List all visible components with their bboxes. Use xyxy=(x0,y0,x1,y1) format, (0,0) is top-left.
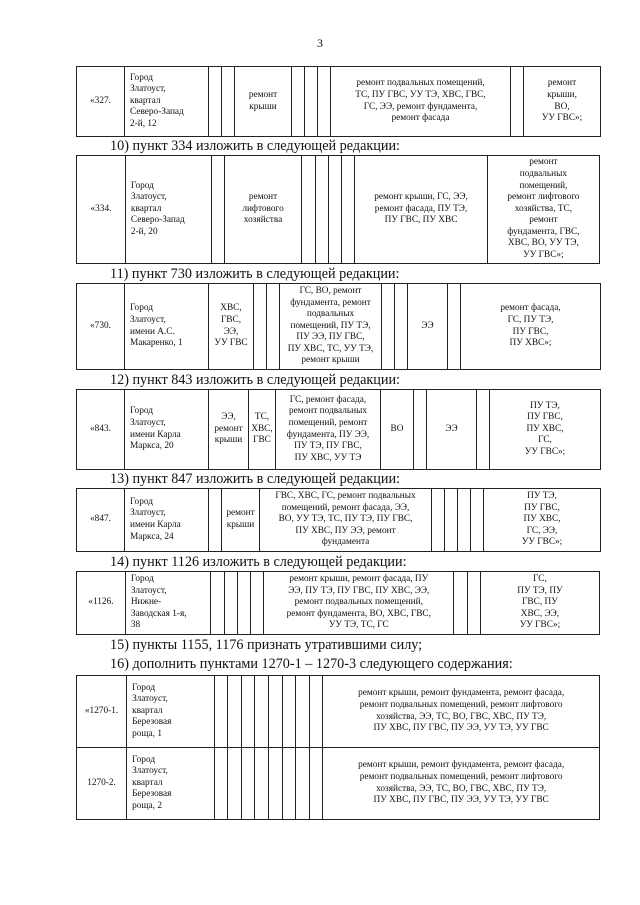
cell-line: ВО, xyxy=(554,101,570,112)
cell-line: ПУ ХВС, УУ ТЭ xyxy=(294,452,362,463)
address-cell xyxy=(125,489,209,552)
work-cell xyxy=(487,156,599,264)
cell-line: ремонт крыши, ремонт фасада, ПУ xyxy=(289,574,429,585)
cell-line: квартал xyxy=(130,95,161,106)
empty-cell xyxy=(209,489,222,552)
empty-cell xyxy=(255,676,269,748)
cell-line: ГВС, ПУ xyxy=(522,597,558,608)
cell-line: ремонт подвальных помещений, xyxy=(294,597,423,608)
cell-line: ремонт крыши xyxy=(301,355,360,366)
empty-cell xyxy=(250,572,263,635)
empty-cell xyxy=(414,390,427,470)
table-row-847 xyxy=(76,488,601,552)
item-number: «1270-1. xyxy=(77,676,127,748)
cell-line: ремонт фасада, xyxy=(500,303,561,314)
empty-cell xyxy=(211,156,224,264)
cell-line: ремонт фасада, ПУ ТЭ, xyxy=(374,203,468,214)
work-cell xyxy=(323,676,600,748)
cell-line: ремонт xyxy=(248,192,278,203)
cell-line: подвальных xyxy=(306,309,355,320)
empty-cell xyxy=(237,572,250,635)
cell-line: ремонт подвальных помещений, ремонт лифтового xyxy=(359,771,563,782)
empty-cell xyxy=(209,67,222,137)
cell-line: Березовая xyxy=(132,789,172,800)
cell-line: ремонт фундамента, ВО, ХВС, ГВС, xyxy=(286,608,431,619)
cell-line: ХВС, ЭЭ, xyxy=(520,608,560,619)
address-cell xyxy=(125,390,209,470)
empty-cell xyxy=(269,676,283,748)
work-cell xyxy=(490,390,601,470)
cell-line: Златоуст, xyxy=(130,417,166,428)
cell-line: Город xyxy=(130,574,154,585)
cell-line: Златоуст, xyxy=(130,192,167,203)
cell-line: Город xyxy=(132,754,156,765)
empty-cell xyxy=(477,390,490,470)
item-number: «334. xyxy=(77,156,126,264)
cell-line: Златоуст, xyxy=(132,766,168,777)
empty-cell xyxy=(296,748,310,820)
cell-line: 2-й, 12 xyxy=(130,118,157,129)
cell-line: ВО xyxy=(390,423,404,434)
cell-line: ПУ ТЭ, ПУ xyxy=(517,585,563,596)
cell-line: УУ ТЭ, ТС, ГС xyxy=(328,620,389,631)
work-cell xyxy=(480,572,599,635)
work-cell xyxy=(427,390,477,470)
cell-line: ПУ ТЭ, xyxy=(530,400,560,411)
cell-line: хозяйства, ЭЭ, ТС, ВО, ГВС, ХВС, ПУ ТЭ, xyxy=(376,783,547,794)
cell-line: ГС, xyxy=(538,435,552,446)
cell-line: ЭЭ, ПУ ТЭ, ПУ ГВС, ПУ ХВС, ЭЭ, xyxy=(288,585,430,596)
item-number: «327. xyxy=(77,67,125,137)
work-cell xyxy=(224,156,301,264)
cell-line: фундамента, ГВС, xyxy=(507,226,580,237)
cell-line: ремонт крыши, ГС, ЭЭ, xyxy=(374,192,468,203)
empty-cell xyxy=(458,489,471,552)
empty-cell xyxy=(328,156,341,264)
cell-line: ХВС, ВО, УУ ТЭ, xyxy=(507,238,579,249)
cell-line: имени Карла xyxy=(130,520,181,530)
cell-line: ПУ ХВС, ТС, УУ ТЭ, xyxy=(287,343,374,354)
address-cell xyxy=(125,156,211,264)
cell-line: ГС, xyxy=(533,574,547,585)
item-number: 1270-2. xyxy=(77,748,127,820)
cell-line: ГС, ЭЭ, xyxy=(526,525,558,536)
address-cell xyxy=(125,284,209,370)
cell-line: ПУ ГВС, ПУ ХВС xyxy=(384,215,458,226)
cell-line: ПУ ТЭ, xyxy=(527,491,557,502)
cell-line: ремонт крыши, ремонт фундамента, ремонт фасада, xyxy=(358,760,565,771)
work-cell xyxy=(222,489,260,552)
work-cell xyxy=(381,390,414,470)
cell-line: имени А.С. xyxy=(130,326,175,337)
cell-line: ПУ ХВС, ПУ ГВС, ПУ ЭЭ, УУ ТЭ, УУ ГВС xyxy=(373,723,549,734)
cell-line: лифтового xyxy=(242,203,284,214)
cell-line: ПУ ХВС, xyxy=(523,514,561,525)
cell-line: ремонт xyxy=(529,157,558,168)
empty-cell xyxy=(228,676,242,748)
cell-line: хозяйства, ЭЭ, ТС, ВО, ГВС, ХВС, ПУ ТЭ, xyxy=(376,711,547,722)
cell-line: ГС, ПУ ТЭ, xyxy=(507,314,554,325)
cell-line: УУ ГВС»; xyxy=(521,537,563,548)
table-row-730 xyxy=(76,283,601,370)
cell-line: ремонт крыши, ремонт фундамента, ремонт фасада, xyxy=(358,688,565,699)
cell-line: Город xyxy=(130,303,153,314)
empty-cell xyxy=(254,284,267,370)
address-cell xyxy=(125,67,209,137)
cell-line: ПУ ХВС, ПУ ГВС, ПУ ЭЭ, УУ ТЭ, УУ ГВС xyxy=(373,795,549,806)
cell-line: фундамента xyxy=(321,537,370,548)
empty-cell xyxy=(448,284,461,370)
address-cell xyxy=(127,676,215,748)
cell-line: Заводская 1-я, xyxy=(130,608,187,619)
cell-line: роща, 1 xyxy=(132,728,162,739)
cell-line: Город xyxy=(130,180,154,191)
cell-line: ГС, ВО, ремонт xyxy=(299,285,362,296)
empty-cell xyxy=(282,676,296,748)
cell-line: Город xyxy=(132,682,156,693)
work-cell xyxy=(484,489,601,552)
work-cell xyxy=(408,284,448,370)
empty-cell xyxy=(445,489,458,552)
cell-line: Златоуст, xyxy=(130,84,166,95)
cell-line: Город xyxy=(130,72,153,83)
empty-cell xyxy=(302,156,315,264)
empty-cell xyxy=(282,748,296,820)
cell-line: УУ ГВС»; xyxy=(519,620,561,631)
cell-line: фундамента, ПУ ЭЭ, xyxy=(286,429,370,440)
work-cell xyxy=(323,748,600,820)
cell-line: ПУ ГВС, xyxy=(512,326,549,337)
empty-cell xyxy=(228,748,242,820)
cell-line: ремонт xyxy=(226,508,255,519)
empty-cell xyxy=(467,572,480,635)
cell-line: ремонт xyxy=(547,78,577,89)
work-cell xyxy=(264,572,454,635)
work-cell xyxy=(276,390,381,470)
cell-line: Маркса, 20 xyxy=(130,441,174,452)
cell-line: ТС, xyxy=(254,412,270,423)
cell-line: Макаренко, 1 xyxy=(130,338,183,349)
cell-line: фундамента, ремонт xyxy=(290,297,371,308)
item-number: «847. xyxy=(77,489,125,552)
cell-line: Березовая xyxy=(132,717,172,728)
cell-line: помещений, xyxy=(519,180,568,191)
work-cell xyxy=(249,390,276,470)
cell-line: ЭЭ, xyxy=(223,326,239,337)
cell-line: ремонт лифтового xyxy=(507,192,580,203)
cell-line: крыши, xyxy=(547,89,577,100)
empty-cell xyxy=(318,67,331,137)
cell-line: крыши xyxy=(226,520,255,530)
empty-cell xyxy=(382,284,395,370)
cell-line: ремонт подвальных помещений, ремонт лифтового xyxy=(359,699,563,710)
cell-line: имени Карла xyxy=(130,429,181,440)
empty-cell xyxy=(305,67,318,137)
cell-line: ВО, УУ ТЭ, ТС, ПУ ТЭ, ПУ ГВС, xyxy=(278,514,413,525)
work-cell xyxy=(260,489,432,552)
cell-line: ПУ ГВС, xyxy=(527,412,563,423)
cell-line: УУ ГВС xyxy=(214,338,248,349)
cell-line: ГВС, xyxy=(220,314,242,325)
empty-cell xyxy=(214,748,228,820)
empty-cell xyxy=(511,67,524,137)
heading-item-15: 15) пункты 1155, 1176 признать утратившими силу; xyxy=(110,637,423,653)
cell-line: ГС, ЭЭ, ремонт фундамента, xyxy=(363,101,478,112)
cell-line: УУ ГВС»; xyxy=(524,446,566,457)
cell-line: ГВС, ХВС, ГС, ремонт подвальных xyxy=(275,491,416,502)
empty-cell xyxy=(292,67,305,137)
work-cell xyxy=(209,284,254,370)
cell-line: ремонт подвальных xyxy=(289,406,367,417)
cell-line: помещений, ПУ ТЭ, xyxy=(290,320,371,331)
empty-cell xyxy=(214,676,228,748)
work-cell xyxy=(355,156,488,264)
empty-cell xyxy=(224,572,237,635)
cell-line: ПУ ТЭ, ПУ ГВС, xyxy=(294,441,362,452)
cell-line: 38 xyxy=(130,620,141,631)
work-cell xyxy=(280,284,382,370)
empty-cell xyxy=(309,676,323,748)
cell-line: Златоуст, xyxy=(130,585,167,596)
empty-cell xyxy=(269,748,283,820)
cell-line: ремонт xyxy=(529,215,558,226)
cell-line: УУ ГВС»; xyxy=(523,250,564,261)
empty-cell xyxy=(255,748,269,820)
cell-line: ремонт xyxy=(248,89,278,100)
empty-cell xyxy=(432,489,445,552)
cell-line: хозяйства, ТС, xyxy=(514,203,573,214)
item-number: «843. xyxy=(77,390,125,470)
heading-item-16: 16) дополнить пунктами 1270-1 – 1270-3 следующего содержания: xyxy=(110,656,513,672)
cell-line: ЭЭ, xyxy=(221,412,236,423)
empty-cell xyxy=(241,676,255,748)
table-row-1126 xyxy=(76,571,600,635)
empty-cell xyxy=(296,676,310,748)
address-cell xyxy=(125,572,210,635)
cell-line: Северо-Запад xyxy=(130,215,185,226)
work-cell xyxy=(331,67,511,137)
page-number: 3 xyxy=(317,36,323,50)
cell-line: ЭЭ xyxy=(421,320,434,331)
item-number: «1126. xyxy=(77,572,126,635)
empty-cell xyxy=(267,284,280,370)
cell-line: квартал xyxy=(132,705,163,716)
cell-line: крыши xyxy=(249,101,277,112)
table-rows-1270 xyxy=(76,675,600,820)
cell-line: ПУ ГВС, xyxy=(524,502,560,513)
heading-item-11: 11) пункт 730 изложить в следующей редакции: xyxy=(110,266,400,282)
empty-cell xyxy=(395,284,408,370)
cell-line: хозяйства xyxy=(243,215,283,226)
cell-line: помещений, ремонт xyxy=(288,417,368,428)
cell-line: Нижне- xyxy=(130,597,162,608)
cell-line: Златоуст, xyxy=(130,508,166,519)
cell-line: ХВС, xyxy=(251,423,273,434)
heading-item-14: 14) пункт 1126 изложить в следующей редакции: xyxy=(110,554,407,570)
cell-line: Златоуст, xyxy=(132,694,168,705)
work-cell xyxy=(461,284,601,370)
empty-cell xyxy=(342,156,355,264)
work-cell xyxy=(209,390,249,470)
table-row-334 xyxy=(76,155,600,264)
empty-cell xyxy=(309,748,323,820)
cell-line: ПУ ХВС, ПУ ЭЭ, ремонт xyxy=(295,525,396,536)
work-cell xyxy=(235,67,292,137)
empty-cell xyxy=(315,156,328,264)
cell-line: ПУ ЭЭ, ПУ ГВС, xyxy=(296,332,365,343)
cell-line: квартал xyxy=(132,777,163,788)
empty-cell xyxy=(211,572,224,635)
cell-line: Город xyxy=(130,496,153,507)
cell-line: ТС, ПУ ГВС, УУ ТЭ, ХВС, ГВС, xyxy=(355,89,486,100)
heading-item-10: 10) пункт 334 изложить в следующей редакции: xyxy=(110,138,400,154)
table-row-327 xyxy=(76,66,601,137)
cell-line: квартал xyxy=(130,203,162,214)
cell-line: ремонт фасада xyxy=(391,113,450,124)
item-number: «730. xyxy=(77,284,125,370)
heading-item-12: 12) пункт 843 изложить в следующей редакции: xyxy=(110,372,400,388)
empty-cell xyxy=(222,67,235,137)
cell-line: Город xyxy=(130,406,153,417)
heading-item-13: 13) пункт 847 изложить в следующей редакции: xyxy=(110,471,400,487)
empty-cell xyxy=(454,572,467,635)
address-cell xyxy=(127,748,215,820)
cell-line: ремонт xyxy=(214,423,243,434)
cell-line: ПУ ХВС»; xyxy=(509,338,552,349)
cell-line: ХВС, xyxy=(220,303,242,314)
empty-cell xyxy=(471,489,484,552)
cell-line: ГВС xyxy=(253,435,271,446)
cell-line: Златоуст, xyxy=(130,314,166,325)
cell-line: подвальных xyxy=(519,168,568,179)
cell-line: ЭЭ xyxy=(445,423,458,434)
cell-line: УУ ГВС»; xyxy=(541,113,583,124)
table-row-843 xyxy=(76,389,601,470)
cell-line: Северо-Запад xyxy=(130,107,184,118)
cell-line: ГС, ремонт фасада, xyxy=(289,394,367,405)
cell-line: роща, 2 xyxy=(132,800,162,811)
cell-line: 2-й, 20 xyxy=(130,226,158,237)
cell-line: ремонт подвальных помещений, xyxy=(356,78,485,89)
cell-line: ПУ ХВС, xyxy=(526,423,564,434)
empty-cell xyxy=(241,748,255,820)
cell-line: Маркса, 24 xyxy=(130,531,174,542)
cell-line: крыши xyxy=(214,435,243,446)
cell-line: помещений, ремонт фасада, ЭЭ, xyxy=(281,502,410,513)
work-cell xyxy=(524,67,601,137)
